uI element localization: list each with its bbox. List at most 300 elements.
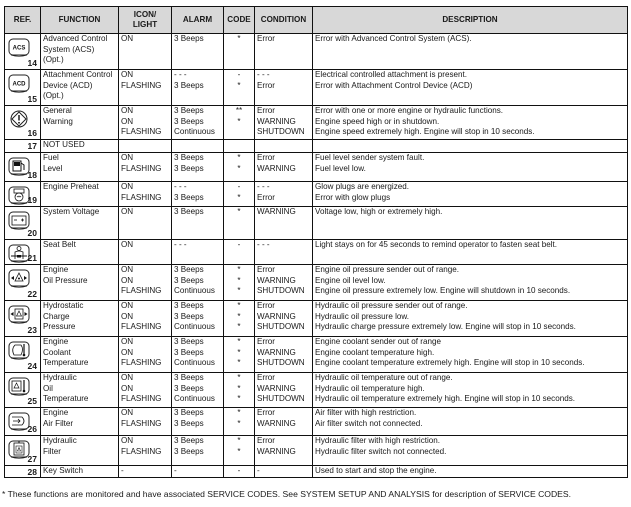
condition-line: SHUTDOWN bbox=[257, 322, 305, 332]
alarm-line: 3 Beeps bbox=[174, 446, 204, 456]
condition-cell bbox=[255, 240, 313, 265]
ref-number: 28 bbox=[27, 467, 37, 477]
icon-light-line: ON bbox=[121, 373, 134, 382]
table-row-15 bbox=[5, 70, 628, 106]
function-cell bbox=[41, 373, 119, 408]
engine-oil-pressure-icon bbox=[8, 269, 30, 288]
ref-number: 15 bbox=[27, 94, 37, 104]
description-line: Engine coolant temperature high. bbox=[315, 347, 435, 357]
description-cell bbox=[313, 153, 628, 182]
icon-light-line: ON bbox=[121, 347, 134, 357]
alarm-cell bbox=[172, 436, 224, 466]
description-cell bbox=[313, 140, 628, 153]
function-line: Temperature bbox=[43, 358, 89, 368]
alarm-cell bbox=[172, 466, 224, 478]
condition-line: Error bbox=[257, 34, 275, 43]
description-line: Error with Advanced Control System (ACS). bbox=[315, 34, 472, 43]
svg-text:ACS: ACS bbox=[12, 45, 26, 52]
condition-line: SHUTDOWN bbox=[257, 286, 305, 296]
description-line: Air filter switch not connected. bbox=[315, 418, 423, 428]
table-body bbox=[5, 34, 628, 478]
function-line: Engine bbox=[43, 337, 69, 346]
icon-light-cell bbox=[119, 466, 172, 478]
condition-cell bbox=[255, 207, 313, 240]
condition-line: SHUTDOWN bbox=[257, 127, 305, 137]
icon-light-line: FLASHING bbox=[121, 192, 162, 202]
code-line: * bbox=[237, 153, 241, 162]
icon-light-line: FLASHING bbox=[121, 446, 162, 456]
icon-light-line: FLASHING bbox=[121, 163, 162, 173]
function-line: (Opt.) bbox=[43, 55, 64, 65]
ref-number: 14 bbox=[27, 58, 37, 68]
indicator-function-table bbox=[4, 6, 628, 478]
icon-light-line: ON bbox=[121, 153, 134, 162]
function-cell bbox=[41, 182, 119, 207]
function-cell bbox=[41, 153, 119, 182]
alarm-cell bbox=[172, 240, 224, 265]
icon-light-cell bbox=[119, 301, 172, 337]
alarm-cell bbox=[172, 34, 224, 70]
icon-light-cell bbox=[119, 265, 172, 301]
description-line: Hydraulic oil pressure low. bbox=[315, 311, 410, 321]
icon-light-cell bbox=[119, 34, 172, 70]
icon-light-line: FLASHING bbox=[121, 418, 162, 428]
function-line: Seat Belt bbox=[43, 240, 76, 249]
description-line: Hydraulic oil temperature extremely high. Engine will stop in 10 seconds. bbox=[315, 394, 576, 404]
condition-cell bbox=[255, 34, 313, 70]
icon-light-line: ON bbox=[121, 207, 134, 216]
condition-line: SHUTDOWN bbox=[257, 358, 305, 368]
description-line: Error with glow plugs bbox=[315, 192, 391, 202]
condition-cell bbox=[255, 265, 313, 301]
table-row-23 bbox=[5, 301, 628, 337]
description-line: Hydraulic charge pressure extremely low. Engine will stop in 10 seconds. bbox=[315, 322, 576, 332]
icon-light-cell bbox=[119, 182, 172, 207]
function-cell bbox=[41, 337, 119, 373]
alarm-cell bbox=[172, 207, 224, 240]
code-cell bbox=[224, 408, 255, 436]
ref-cell bbox=[5, 70, 41, 106]
icon-light-line: ON bbox=[121, 106, 134, 115]
description-line: Error with Attachment Control Device (ACD) bbox=[315, 80, 473, 90]
code-line: * bbox=[237, 358, 241, 368]
engine-coolant-temperature-icon bbox=[8, 341, 30, 360]
code-line: * bbox=[237, 347, 241, 357]
hydrostatic-charge-pressure-icon bbox=[8, 305, 30, 324]
svg-text:ACD: ACD bbox=[12, 81, 26, 88]
condition-cell bbox=[255, 337, 313, 373]
condition-line: Error bbox=[257, 153, 275, 162]
description-line: Hydraulic filter with high restriction. bbox=[315, 436, 441, 445]
table-row-21 bbox=[5, 240, 628, 265]
condition-cell bbox=[255, 70, 313, 106]
alarm-line: 3 Beeps bbox=[174, 275, 204, 285]
alarm-line: 3 Beeps bbox=[174, 383, 204, 393]
function-cell bbox=[41, 106, 119, 140]
condition-line: WARNING bbox=[257, 311, 296, 321]
ref-cell bbox=[5, 373, 41, 408]
condition-cell bbox=[255, 182, 313, 207]
alarm-line: 3 Beeps bbox=[174, 106, 204, 115]
code-line: * bbox=[237, 301, 241, 310]
function-line: Engine bbox=[43, 265, 69, 274]
table-row-25 bbox=[5, 373, 628, 408]
icon-light-line: ON bbox=[121, 70, 134, 79]
description-line: Fuel level sender system fault. bbox=[315, 153, 425, 162]
description-cell bbox=[313, 337, 628, 373]
ref-cell bbox=[5, 301, 41, 337]
code-cell bbox=[224, 301, 255, 337]
code-line: * bbox=[237, 311, 241, 321]
function-line: Air Filter bbox=[43, 418, 74, 428]
alarm-line: 3 Beeps bbox=[174, 373, 204, 382]
ref-cell bbox=[5, 207, 41, 240]
ref-number: 26 bbox=[27, 424, 37, 434]
function-line: Filter bbox=[43, 446, 61, 456]
table-row-14 bbox=[5, 34, 628, 70]
ref-number: 23 bbox=[27, 325, 37, 335]
table-header-row bbox=[5, 7, 628, 34]
table-row-19 bbox=[5, 182, 628, 207]
code-line: - bbox=[237, 70, 241, 79]
header-function: FUNCTION bbox=[41, 7, 119, 34]
condition-line: Error bbox=[257, 436, 275, 445]
code-cell bbox=[224, 182, 255, 207]
description-line: Engine speed high or in shutdown. bbox=[315, 116, 440, 126]
condition-line: - bbox=[257, 466, 260, 475]
description-line: Hydraulic oil temperature out of range. bbox=[315, 373, 453, 382]
function-line: Fuel bbox=[43, 153, 59, 162]
code-cell bbox=[224, 240, 255, 265]
description-cell bbox=[313, 373, 628, 408]
general-warning-icon bbox=[8, 110, 30, 129]
code-line: - bbox=[237, 240, 241, 249]
ref-cell bbox=[5, 140, 41, 153]
condition-cell bbox=[255, 466, 313, 478]
code-line: * bbox=[237, 436, 241, 445]
condition-line: WARNING bbox=[257, 275, 296, 285]
alarm-line: Continuous bbox=[174, 286, 215, 296]
description-cell bbox=[313, 265, 628, 301]
description-line: Error with one or more engine or hydraulic functions. bbox=[315, 106, 504, 115]
condition-cell bbox=[255, 408, 313, 436]
code-line: ** bbox=[235, 106, 243, 115]
ref-number: 27 bbox=[27, 454, 37, 464]
function-line: Temperature bbox=[43, 394, 89, 404]
ref-cell bbox=[5, 240, 41, 265]
icon-light-cell bbox=[119, 337, 172, 373]
footnote: * These functions are monitored and have associated SERVICE CODES. See SYSTEM SETUP AND ANALYSIS for description of SERVICE CODES. bbox=[2, 489, 572, 499]
description-line: Hydraulic oil temperature high. bbox=[315, 383, 425, 393]
condition-line: Error bbox=[257, 80, 275, 90]
description-line: Voltage low, high or extremely high. bbox=[315, 207, 443, 216]
alarm-line: 3 Beeps bbox=[174, 436, 204, 445]
description-cell bbox=[313, 106, 628, 140]
alarm-line: Continuous bbox=[174, 358, 215, 368]
icon-light-line: ON bbox=[121, 265, 134, 274]
code-cell bbox=[224, 106, 255, 140]
code-line: * bbox=[237, 286, 241, 296]
alarm-line: 3 Beeps bbox=[174, 347, 204, 357]
function-cell bbox=[41, 301, 119, 337]
icon-light-line: FLASHING bbox=[121, 394, 162, 404]
icon-light-cell bbox=[119, 436, 172, 466]
code-cell bbox=[224, 337, 255, 373]
description-line: Used to start and stop the engine. bbox=[315, 466, 437, 475]
condition-line: WARNING bbox=[257, 418, 296, 428]
code-line: * bbox=[237, 446, 241, 456]
code-line: * bbox=[237, 116, 241, 126]
description-line: Engine coolant temperature extremely high. Engine will stop in 10 seconds. bbox=[315, 358, 585, 368]
condition-line: Error bbox=[257, 337, 275, 346]
function-line: NOT USED bbox=[43, 140, 85, 149]
code-line: * bbox=[237, 383, 241, 393]
function-line: Advanced Control bbox=[43, 34, 108, 43]
icon-light-line: - bbox=[121, 466, 124, 475]
header-ref: REF. bbox=[5, 7, 41, 34]
condition-line: Error bbox=[257, 106, 275, 115]
icon-light-line: FLASHING bbox=[121, 127, 162, 137]
header-condition: CONDITION bbox=[255, 7, 313, 34]
icon-light-line: FLASHING bbox=[121, 358, 162, 368]
table-row-17 bbox=[5, 140, 628, 153]
table-row-27 bbox=[5, 436, 628, 466]
icon-light-cell bbox=[119, 106, 172, 140]
ref-number: 19 bbox=[27, 195, 37, 205]
code-cell bbox=[224, 466, 255, 478]
alarm-cell bbox=[172, 337, 224, 373]
condition-line: WARNING bbox=[257, 116, 296, 126]
ref-number: 16 bbox=[27, 128, 37, 138]
alarm-line: 3 Beeps bbox=[174, 418, 204, 428]
ref-cell bbox=[5, 436, 41, 466]
icon-light-line: ON bbox=[121, 182, 134, 191]
alarm-cell bbox=[172, 373, 224, 408]
icon-light-line: FLASHING bbox=[121, 80, 162, 90]
condition-line: - - - bbox=[257, 182, 270, 191]
condition-cell bbox=[255, 301, 313, 337]
description-line: Engine oil pressure extremely low. Engine will shutdown in 10 seconds. bbox=[315, 286, 571, 296]
alarm-line: - - - bbox=[174, 240, 187, 249]
alarm-line: - - - bbox=[174, 182, 187, 191]
condition-line: WARNING bbox=[257, 347, 296, 357]
icon-light-cell bbox=[119, 408, 172, 436]
ref-cell bbox=[5, 34, 41, 70]
header-description: DESCRIPTION bbox=[313, 7, 628, 34]
function-cell bbox=[41, 240, 119, 265]
icon-light-line: FLASHING bbox=[121, 286, 162, 296]
ref-cell bbox=[5, 265, 41, 301]
ref-cell bbox=[5, 153, 41, 182]
alarm-cell bbox=[172, 153, 224, 182]
icon-light-line: ON bbox=[121, 301, 134, 310]
alarm-line: Continuous bbox=[174, 394, 215, 404]
function-line: Hydrostatic bbox=[43, 301, 84, 310]
description-cell bbox=[313, 207, 628, 240]
header-code: CODE bbox=[224, 7, 255, 34]
description-cell bbox=[313, 34, 628, 70]
function-line: Engine Preheat bbox=[43, 182, 99, 191]
function-cell bbox=[41, 140, 119, 153]
function-line: Oil bbox=[43, 383, 53, 393]
ref-number: 17 bbox=[27, 141, 37, 151]
alarm-line: 3 Beeps bbox=[174, 153, 204, 162]
code-line: * bbox=[237, 373, 241, 382]
alarm-cell bbox=[172, 70, 224, 106]
code-line: - bbox=[237, 182, 241, 191]
icon-light-line: ON bbox=[121, 275, 134, 285]
alarm-line: 3 Beeps bbox=[174, 163, 204, 173]
code-line: * bbox=[237, 408, 241, 417]
icon-light-cell bbox=[119, 70, 172, 106]
condition-cell bbox=[255, 373, 313, 408]
alarm-line: - bbox=[174, 466, 177, 475]
header-icon-light bbox=[119, 7, 172, 34]
code-line: * bbox=[237, 163, 241, 173]
icon-light-line: ON bbox=[121, 311, 134, 321]
code-line: * bbox=[237, 265, 241, 274]
function-cell bbox=[41, 265, 119, 301]
icon-light-line: ON bbox=[121, 436, 134, 445]
alarm-line: 3 Beeps bbox=[174, 207, 204, 216]
code-line: * bbox=[237, 192, 241, 202]
condition-line: SHUTDOWN bbox=[257, 394, 305, 404]
function-cell bbox=[41, 34, 119, 70]
condition-cell bbox=[255, 436, 313, 466]
description-line: Hydraulic oil pressure sender out of range. bbox=[315, 301, 468, 310]
hydraulic-oil-temperature-icon bbox=[8, 377, 30, 396]
description-line: Glow plugs are energized. bbox=[315, 182, 410, 191]
condition-line: Error bbox=[257, 265, 275, 274]
ref-number: 18 bbox=[27, 170, 37, 180]
function-line: Warning bbox=[43, 116, 73, 126]
table-row-24 bbox=[5, 337, 628, 373]
icon-light-line: ON bbox=[121, 34, 134, 43]
code-cell bbox=[224, 436, 255, 466]
condition-cell bbox=[255, 153, 313, 182]
ref-number: 24 bbox=[27, 361, 37, 371]
table-row-22 bbox=[5, 265, 628, 301]
function-cell bbox=[41, 408, 119, 436]
acd-icon bbox=[8, 74, 30, 93]
function-line: System Voltage bbox=[43, 207, 100, 216]
code-line: * bbox=[237, 207, 241, 216]
condition-line: WARNING bbox=[257, 207, 296, 216]
description-cell bbox=[313, 182, 628, 207]
icon-light-line: FLASHING bbox=[121, 322, 162, 332]
condition-line: Error bbox=[257, 373, 275, 382]
description-cell bbox=[313, 466, 628, 478]
alarm-line: 3 Beeps bbox=[174, 337, 204, 346]
description-line: Engine coolant sender out of range bbox=[315, 337, 441, 346]
ref-cell bbox=[5, 337, 41, 373]
table-row-26 bbox=[5, 408, 628, 436]
description-line: Engine speed extremely high. Engine will stop in 10 seconds. bbox=[315, 127, 535, 137]
header-alarm: ALARM bbox=[172, 7, 224, 34]
alarm-line: Continuous bbox=[174, 322, 215, 332]
alarm-line: 3 Beeps bbox=[174, 311, 204, 321]
function-line: General bbox=[43, 106, 72, 115]
code-line: * bbox=[237, 80, 241, 90]
function-line: Coolant bbox=[43, 347, 71, 357]
code-cell bbox=[224, 373, 255, 408]
header-icon-light-text: ICON/ LIGHT bbox=[132, 10, 158, 29]
function-line: Key Switch bbox=[43, 466, 84, 475]
function-line: Hydraulic bbox=[43, 436, 77, 445]
table-row-20 bbox=[5, 207, 628, 240]
description-cell bbox=[313, 301, 628, 337]
alarm-line: 3 Beeps bbox=[174, 80, 204, 90]
function-cell bbox=[41, 207, 119, 240]
description-line: Fuel level low. bbox=[315, 163, 366, 173]
icon-light-cell bbox=[119, 373, 172, 408]
icon-light-cell bbox=[119, 140, 172, 153]
alarm-line: 3 Beeps bbox=[174, 408, 204, 417]
icon-light-line: ON bbox=[121, 383, 134, 393]
code-cell bbox=[224, 207, 255, 240]
function-cell bbox=[41, 436, 119, 466]
table-row-16 bbox=[5, 106, 628, 140]
condition-line: Error bbox=[257, 408, 275, 417]
code-line bbox=[226, 127, 252, 138]
icon-light-cell bbox=[119, 240, 172, 265]
function-line: Charge bbox=[43, 311, 70, 321]
code-line: * bbox=[237, 275, 241, 285]
description-cell bbox=[313, 70, 628, 106]
function-line: Hydraulic bbox=[43, 373, 77, 382]
function-line: (Opt.) bbox=[43, 91, 64, 101]
code-line: * bbox=[237, 322, 241, 332]
description-line: Light stays on for 45 seconds to remind operator to fasten seat belt. bbox=[315, 240, 558, 249]
description-cell bbox=[313, 408, 628, 436]
code-cell bbox=[224, 265, 255, 301]
icon-light-line: ON bbox=[121, 240, 134, 249]
function-line: Engine bbox=[43, 408, 69, 417]
function-line: Device (ACD) bbox=[43, 80, 93, 90]
code-cell bbox=[224, 70, 255, 106]
function-cell bbox=[41, 70, 119, 106]
code-cell bbox=[224, 153, 255, 182]
condition-line: WARNING bbox=[257, 446, 296, 456]
description-line: Engine oil pressure sender out of range. bbox=[315, 265, 459, 274]
function-line: System (ACS) bbox=[43, 44, 95, 54]
icon-light-line: ON bbox=[121, 337, 134, 346]
description-line: Engine oil level low. bbox=[315, 275, 386, 285]
alarm-cell bbox=[172, 408, 224, 436]
code-line: * bbox=[237, 34, 241, 43]
description-line: Electrical controlled attachment is present. bbox=[315, 70, 468, 79]
condition-line: - - - bbox=[257, 240, 270, 249]
alarm-line: 3 Beeps bbox=[174, 116, 204, 126]
code-cell bbox=[224, 34, 255, 70]
function-line: Oil Pressure bbox=[43, 275, 88, 285]
code-line: * bbox=[237, 337, 241, 346]
ref-number: 21 bbox=[27, 253, 37, 263]
function-cell bbox=[41, 466, 119, 478]
ref-number: 22 bbox=[27, 289, 37, 299]
ref-number: 20 bbox=[27, 228, 37, 238]
condition-cell bbox=[255, 106, 313, 140]
ref-cell bbox=[5, 106, 41, 140]
condition-line: WARNING bbox=[257, 163, 296, 173]
alarm-cell bbox=[172, 301, 224, 337]
alarm-cell bbox=[172, 106, 224, 140]
alarm-line: - - - bbox=[174, 70, 187, 79]
icon-light-line: ON bbox=[121, 116, 134, 126]
icon-light-line: ON bbox=[121, 408, 134, 417]
condition-line: WARNING bbox=[257, 383, 296, 393]
description-cell bbox=[313, 240, 628, 265]
